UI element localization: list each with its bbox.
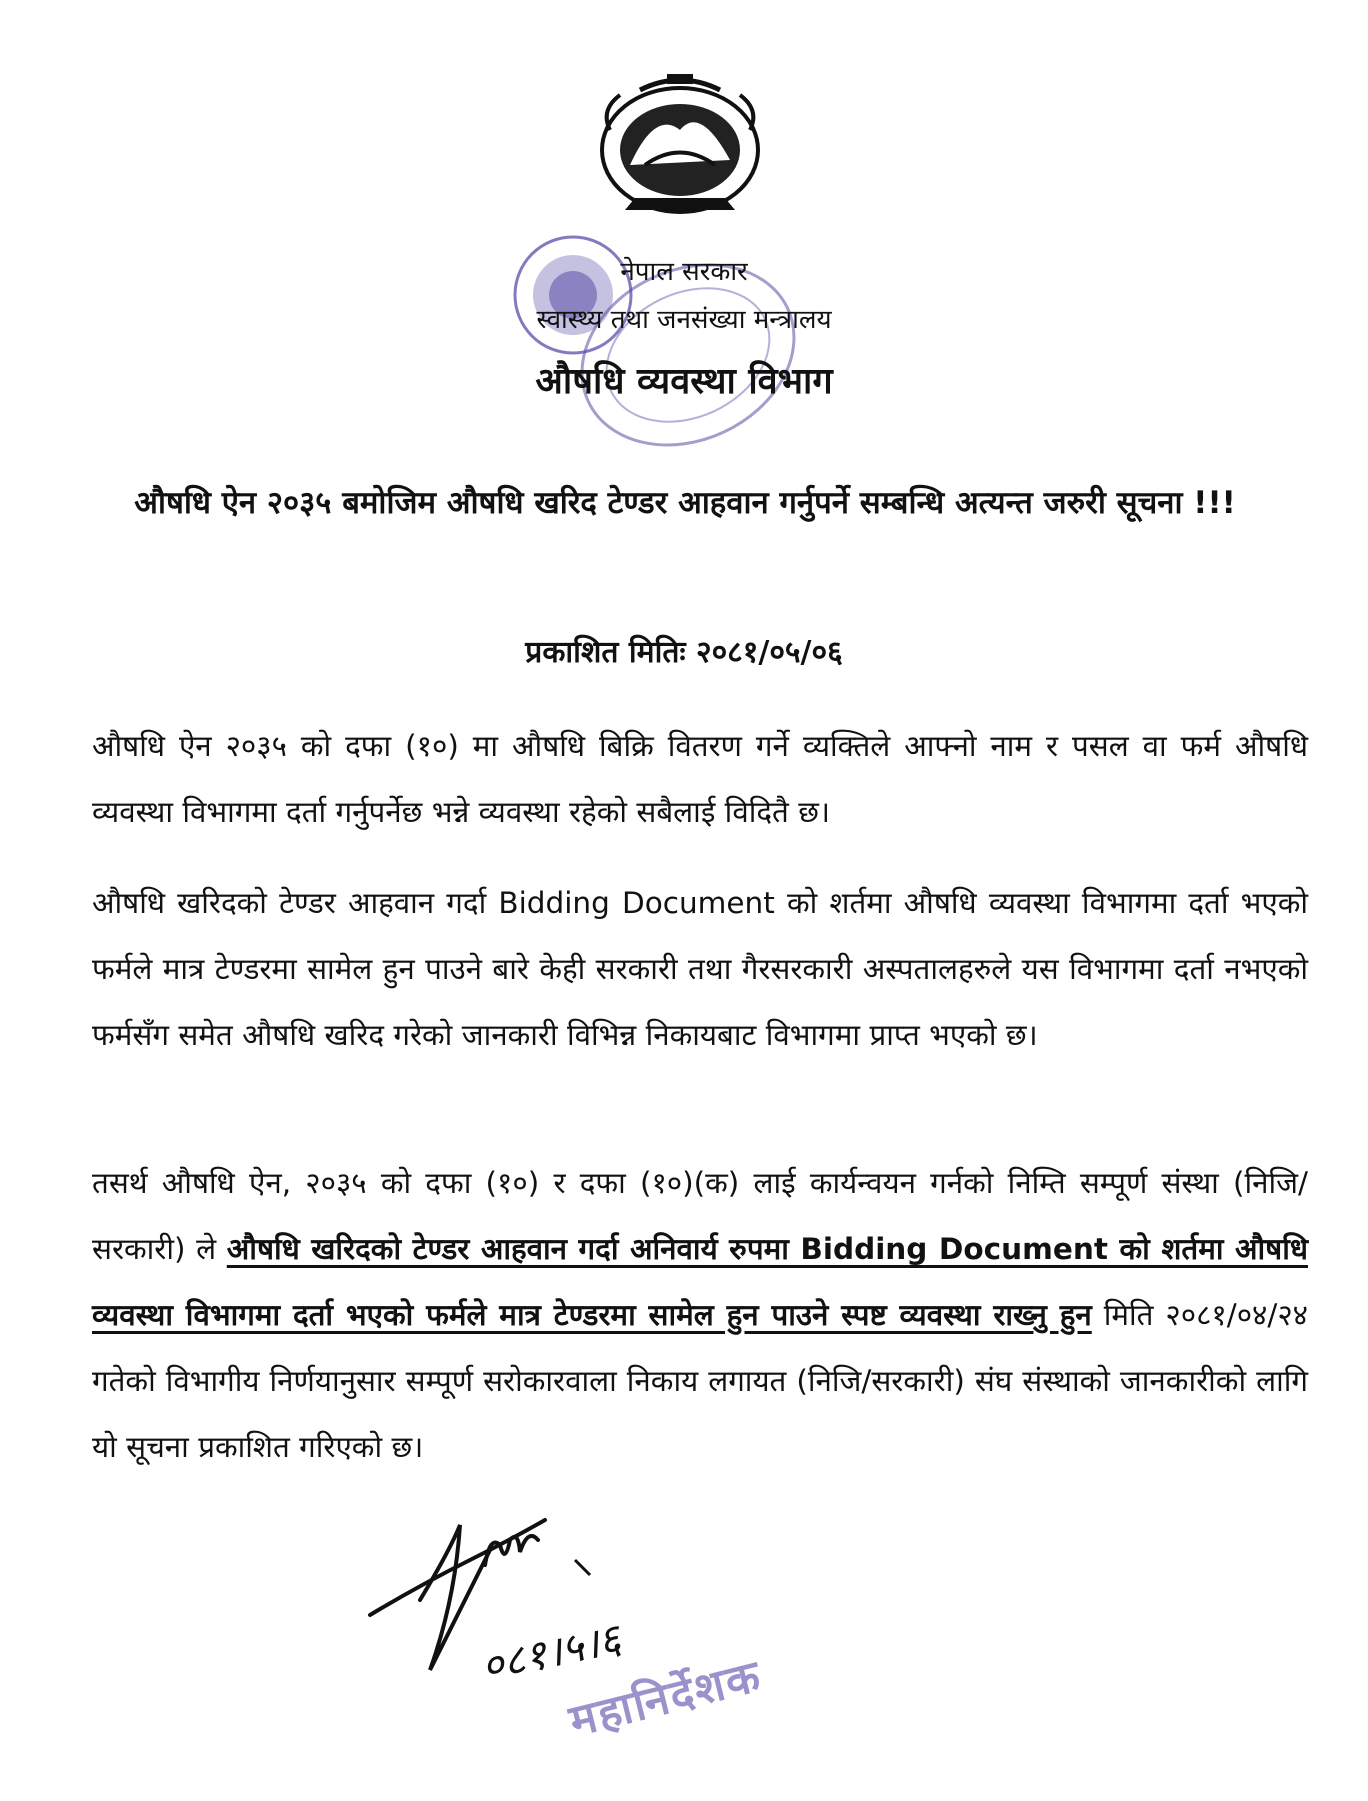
department-heading: औषधि व्यवस्था विभाग: [535, 361, 833, 402]
signature-date: ०८१।५।६: [476, 1613, 625, 1692]
published-date: प्रकाशित मितिः २०८१/०५/०६: [525, 635, 843, 670]
designation-stamp: महानिर्देशक: [564, 1650, 767, 1748]
paragraph-3-underlined: औषधि खरिदको टेण्डर आहवान गर्दा अनिवार्य रुपमा Bidding Document को शर्तमा औषधि व्यवस्था विभागमा दर्ता भएको फर्मले मात्र टेण्डरमा सामेल हुन पाउने स्पष्ट व्यवस्था राख्नु हुन: [92, 1232, 1308, 1332]
notice-title: औषधि ऐन २०३५ बमोजिम औषधि खरिद टेण्डर आहवान गर्नुपर्ने सम्बन्धि अत्यन्त जरुरी सूचना !!!: [134, 485, 1236, 521]
paragraph-3: [92, 1150, 1308, 1480]
paragraph-1: औषधि ऐन २०३५ को दफा (१०) मा औषधि बिक्रि वितरण गर्ने व्यक्तिले आफ्नो नाम र पसल वा फर्म औषधि व्यवस्था विभागमा दर्ता गर्नुपर्नेछ भन्ने व्यवस्था रहेको सबैलाई विदितै छ।: [92, 729, 1308, 829]
paragraph-3-end: मिति २०८१/०४/२४ गतेको विभागीय निर्णयानुसार सम्पूर्ण सरोकारवाला निकाय लगायत (निजि/सरकारी) संघ संस्थाको जानकारीको लागि यो सूचना प्रकाशित गरिएको छ।: [92, 1298, 1308, 1464]
government-heading: नेपाल सरकार: [620, 257, 748, 287]
ministry-heading: स्वास्थ्य तथा जनसंख्या मन्त्रालय: [536, 305, 832, 335]
nepal-emblem-icon: [585, 70, 775, 220]
paragraph-3-start: तसर्थ औषधि ऐन, २०३५ को दफा (१०) र दफा (१०)(क) लाई कार्यन्वयन गर्नको निम्ति सम्पूर्ण संस्था (निजि/सरकारी) ले: [92, 1166, 1308, 1266]
paragraph-2: औषधि खरिदको टेण्डर आहवान गर्दा Bidding Document को शर्तमा औषधि व्यवस्था विभागमा दर्ता भएको फर्मले मात्र टेण्डरमा सामेल हुन पाउने बारे केही सरकारी तथा गैरसरकारी अस्पतालहरुले यस विभागमा दर्ता नभएको फर्मसँग समेत औषधि खरिद गरेको जानकारी विभिन्न निकायबाट विभागमा प्राप्त भएको छ।: [92, 886, 1308, 1052]
